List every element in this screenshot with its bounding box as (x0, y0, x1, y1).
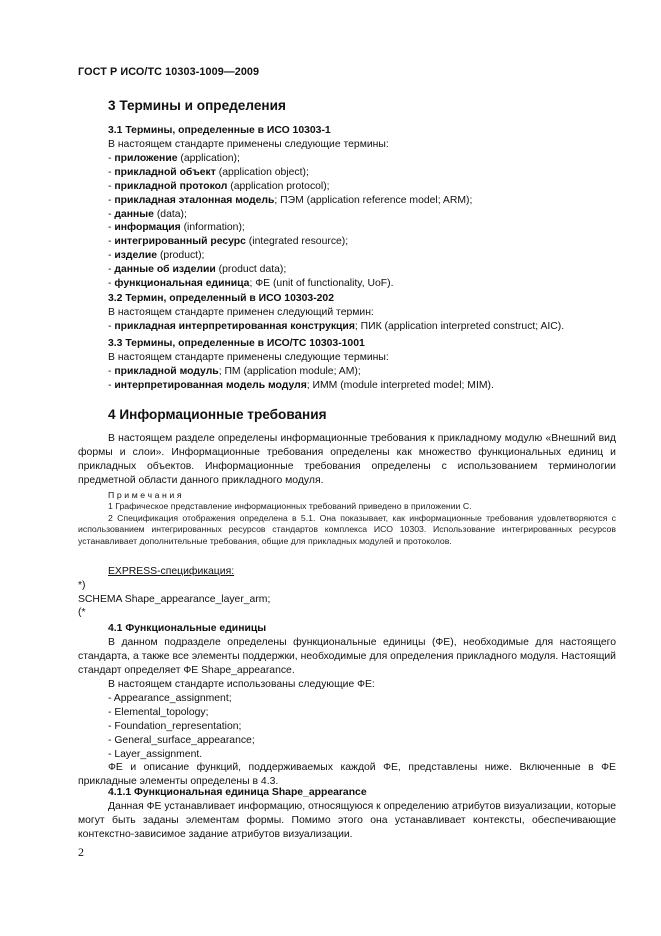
term-definition: ; ПМ (application module; AM); (218, 365, 361, 377)
page-number: 2 (78, 845, 84, 859)
document-header: ГОСТ Р ИСО/ТС 10303-1009—2009 (78, 66, 260, 78)
term-list-item: - приложение (application); (108, 152, 240, 164)
term-name: прикладная эталонная модель (114, 194, 275, 206)
term-definition: (information); (180, 222, 245, 234)
term-list-3-1 (78, 152, 616, 291)
express-code-block (78, 579, 616, 620)
term-definition: ; ПИК (application interpreted construct; AIC). (354, 320, 565, 332)
express-spec-label: EXPRESS-спецификация: (108, 566, 235, 577)
subsection-3-3-intro: В настоящем стандарте применены следующие термины: (108, 352, 389, 363)
unit-list-item: - Appearance_assignment; (108, 692, 232, 704)
term-name: информация (114, 222, 181, 234)
section-3-2 (78, 292, 616, 334)
section-3-1 (78, 124, 616, 291)
unit-list-item: - Foundation_representation; (108, 720, 242, 732)
term-definition: ; ФЕ (unit of functionality, UoF). (249, 278, 394, 290)
term-list-item: - данные (data); (108, 208, 187, 220)
subsection-4-1-para-1: В данном подразделе определены функциональные единицы (ФЕ), необходимые для настоящего стандарта, а также все элементы поддержки, необходимые для определения прикладного модуля. Настоящий стандарт определяет ФЕ Shape_appearance. (78, 637, 616, 676)
term-definition: (product data); (215, 264, 287, 276)
term-list-item: - функциональная единица; ФЕ (unit of functionality, UoF). (108, 278, 394, 290)
term-definition: (application protocol); (227, 180, 330, 192)
section-4-title: 4 Информационные требования (108, 407, 327, 422)
term-list-item: - информация (information); (108, 222, 245, 234)
term-list-item: - изделие (product); (108, 250, 205, 262)
express-label-block (78, 565, 616, 579)
term-name: данные об изделии (114, 264, 216, 276)
notes-block (78, 490, 616, 547)
term-list-item: - данные об изделии (product data); (108, 264, 287, 276)
term-name: изделие (114, 250, 158, 262)
section-4-intro: В настоящем разделе определены информационные требования к прикладному модулю «Внешний вид формы и слои». Информационные требования определены как множество функциональных единиц и прикладных объектов. Информационные требования определены с использованием терминологии предметной области данного прикладного модуля. (78, 433, 616, 486)
term-definition: (data); (153, 208, 187, 220)
note-2: 2 Спецификация отображения определена в 5.1. Она показывает, как информационные требования удовлетворяются с использованием интегрированных ресурсов стандартов комплекса ИСО 10303. Использование интегрированных ресурсов устанавливает дополнительные требования, общие для прикладных модулей и протоколов. (78, 512, 616, 546)
code-line: SCHEMA Shape_appearance_layer_arm; (78, 593, 271, 605)
unit-list-item: - General_surface_appearance; (108, 734, 255, 746)
term-definition: (application object); (215, 166, 309, 178)
term-list-item: - прикладной протокол (application protocol); (108, 180, 330, 192)
subsection-3-3-title: 3.3 Термины, определенные в ИСО/ТС 10303-1001 (108, 338, 365, 349)
unit-list-item: - Layer_assignment. (108, 748, 203, 760)
subsection-4-1-intro: В настоящем стандарте использованы следующие ФЕ: (108, 679, 375, 690)
term-name: приложение (114, 152, 178, 164)
unit-list-item: - Elemental_topology; (108, 706, 209, 718)
term-name: данные (114, 208, 154, 220)
term-list-item: - прикладной модуль; ПМ (application module; AM); (108, 365, 361, 377)
term-definition: (application); (177, 152, 240, 164)
subsection-3-1-title: 3.1 Термины, определенные в ИСО 10303-1 (108, 125, 331, 136)
term-list-item: - прикладная интерпретированная конструкция; ПИК (application interpreted construct; AIC). (108, 320, 565, 332)
term-list-3-2 (78, 320, 616, 334)
term-definition: ; ИММ (module interpreted model; MIM). (306, 379, 494, 391)
subsection-4-1-1-title: 4.1.1 Функциональная единица Shape_appearance (108, 787, 367, 798)
subsection-3-2-title: 3.2 Термин, определенный в ИСО 10303-202 (108, 293, 334, 304)
term-definition: (integrated resource); (245, 236, 349, 248)
term-name: интегрированный ресурс (114, 236, 246, 248)
section-4-intro-block (78, 432, 616, 488)
term-name: функциональная единица (114, 278, 250, 290)
subsection-4-1-1-para: Данная ФЕ устанавливает информацию, относящуюся к определению атрибутов визуализации, которые могут быть заданы элементам формы. Помимо этого она устанавливает контексты, обеспечивающие контекстно-зависимое задание атрибутов визуализации. (78, 801, 616, 840)
term-list-item: - интерпретированная модель модуля; ИММ (module interpreted model; MIM). (108, 379, 494, 391)
section-4-1-1 (78, 786, 616, 842)
subsection-3-2-intro: В настоящем стандарте применен следующий термин: (108, 307, 374, 318)
subsection-4-1-para-2: ФЕ и описание функций, поддерживаемых каждой ФЕ, представлены ниже. Включенные в ФЕ прикладные элементы определены в 4.3. (78, 762, 616, 788)
subsection-4-1-title: 4.1 Функциональные единицы (108, 623, 267, 634)
term-definition: ; ПЭМ (application reference model; ARM); (274, 194, 473, 206)
code-line: (* (78, 607, 86, 619)
notes-title: Примечания (108, 490, 185, 500)
section-4-1 (78, 622, 616, 789)
section-4-title-block (78, 407, 616, 423)
term-name: прикладной модуль (114, 365, 219, 377)
subsection-3-1-intro: В настоящем стандарте применены следующие термины: (108, 139, 389, 150)
term-definition: (product); (157, 250, 205, 262)
section-3-3 (78, 337, 616, 393)
note-1: 1 Графическое представление информационных требований приведено в приложении С. (108, 501, 472, 512)
code-line: *) (78, 580, 86, 591)
term-list-item: - прикладная эталонная модель; ПЭМ (application reference model; ARM); (108, 194, 473, 206)
section-3-title-block (78, 98, 616, 114)
term-name: интерпретированная модель модуля (114, 379, 307, 391)
term-name: прикладной объект (114, 166, 216, 178)
term-list-3-3 (78, 365, 616, 393)
section-3-title: 3 Термины и определения (108, 98, 286, 113)
term-name: прикладная интерпретированная конструкция (114, 320, 355, 332)
term-list-item: - интегрированный ресурс (integrated resource); (108, 236, 349, 248)
term-name: прикладной протокол (114, 180, 228, 192)
term-list-item: - прикладной объект (application object); (108, 166, 309, 178)
